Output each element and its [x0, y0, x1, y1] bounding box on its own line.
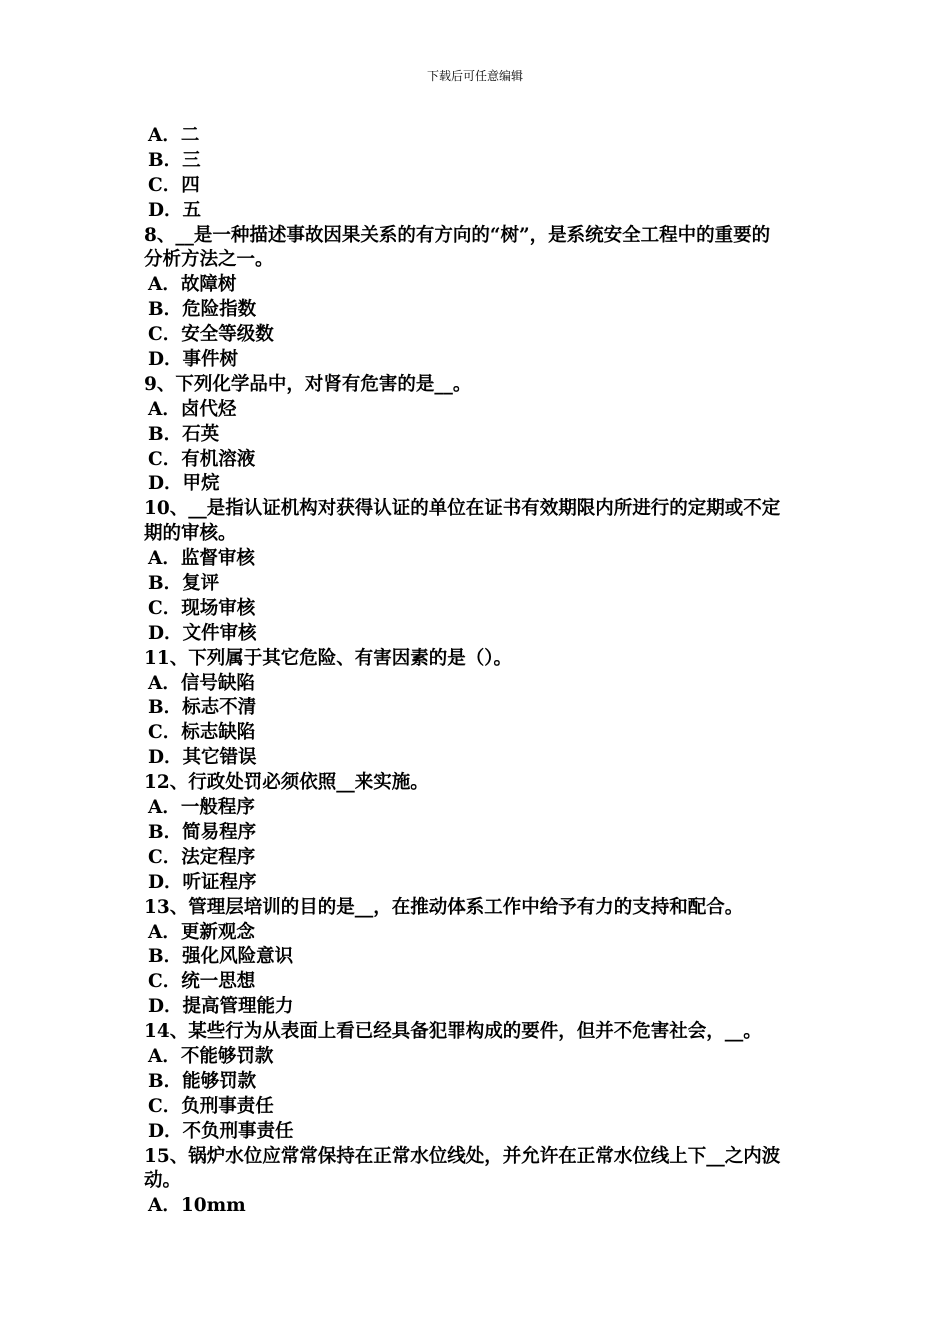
option-line: C．法定程序 [148, 846, 256, 868]
question-line: 14、某些行为从表面上看已经具备犯罪构成的要件，但并不危害社会，__。 [144, 1021, 762, 1043]
document-body [144, 124, 814, 1219]
question-line: 15、锅炉水位应常常保持在正常水位线处，并允许在正常水位线上下__之内波 [144, 1145, 781, 1167]
option-line: C．安全等级数 [148, 324, 274, 346]
option-line: C．有机溶液 [148, 448, 256, 470]
option-line: A．不能够罚款 [148, 1045, 274, 1067]
option-line: D．其它错误 [148, 747, 257, 769]
option-line: A．一般程序 [148, 797, 255, 819]
question-line: 分析方法之一。 [144, 249, 274, 271]
question-line: 8、__是一种描述事故因果关系的有方向的“树”，是系统安全工程中的重要的 [144, 224, 771, 246]
option-line: C．标志缺陷 [148, 722, 256, 744]
question-line: 12、行政处罚必须依照__来实施。 [144, 772, 429, 794]
option-line: A．信号缺陷 [148, 672, 255, 694]
question-line: 13、管理层培训的目的是__，在推动体系工作中给予有力的支持和配合。 [144, 896, 744, 918]
option-line: D．甲烷 [148, 473, 220, 495]
question-line: 11、下列属于其它危险、有害因素的是（）。 [144, 647, 512, 669]
option-line: B．标志不清 [148, 697, 257, 719]
option-line: B．三 [148, 149, 201, 171]
option-line: D．事件树 [148, 349, 239, 371]
option-line: A．更新观念 [148, 921, 255, 943]
option-line: B．石英 [148, 423, 220, 445]
option-line: D．五 [148, 199, 202, 221]
option-line: C．负刑事责任 [148, 1095, 274, 1117]
option-line: B．简易程序 [148, 821, 257, 843]
option-line: C．统一思想 [148, 971, 256, 993]
option-line: B．强化风险意识 [148, 946, 294, 968]
option-line: D．不负刑事责任 [148, 1120, 294, 1142]
option-line: B．危险指数 [148, 299, 257, 321]
option-line: B．能够罚款 [148, 1070, 257, 1092]
option-line: A．故障树 [148, 274, 237, 296]
option-line: D．提高管理能力 [148, 996, 294, 1018]
option-line: A．10mm [148, 1195, 246, 1217]
question-line: 动。 [144, 1170, 182, 1192]
question-line: 9、下列化学品中，对肾有危害的是__。 [144, 373, 472, 395]
question-line: 10、__是指认证机构对获得认证的单位在证书有效期限内所进行的定期或不定 [144, 498, 781, 520]
option-line: A．二 [148, 125, 200, 146]
option-line: D．文件审核 [148, 622, 257, 644]
option-line: C．四 [148, 174, 200, 196]
option-line: A．卤代烃 [148, 398, 237, 420]
option-line: D．听证程序 [148, 871, 257, 893]
option-line: C．现场审核 [148, 597, 256, 619]
option-line: B．复评 [148, 573, 220, 595]
option-line: A．监督审核 [148, 548, 255, 570]
question-line: 期的审核。 [144, 523, 237, 545]
page-header: 下载后可任意编辑 [426, 69, 523, 83]
